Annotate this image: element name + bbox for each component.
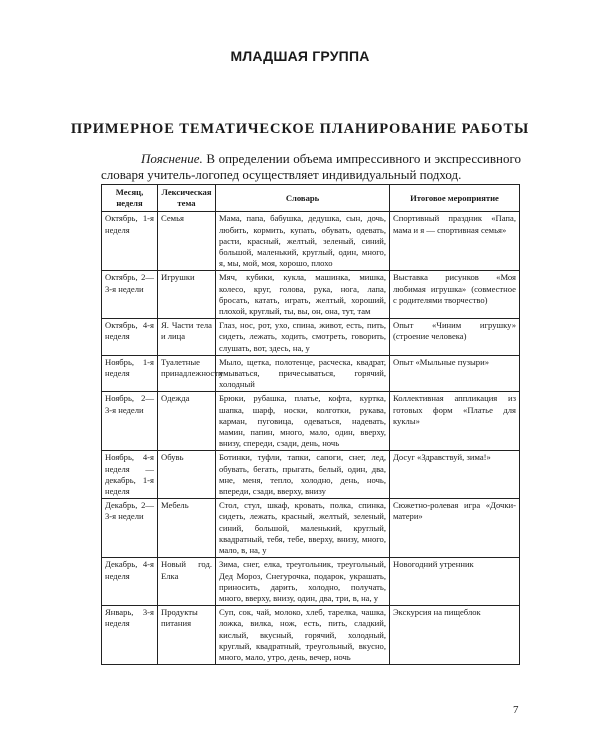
cell-words: Стол, стул, шкаф, кровать, полка, спинка, сидеть, лежать, красный, желтый, зеленый, синий, большой, маленький, круглый, квадратный, тебя, тебе, вверху, внизу, много, мало, в, на, у xyxy=(216,499,390,558)
table-row xyxy=(102,355,520,392)
cell-topic: Туалетные принадлежности xyxy=(158,355,216,392)
cell-period: Октябрь, 4-я неделя xyxy=(102,319,158,356)
page-number: 7 xyxy=(513,704,519,716)
table-row xyxy=(102,606,520,665)
cell-words: Глаз, нос, рот, ухо, спина, живот, есть, пить, сидеть, лежать, ходить, смотреть, говорить, слушать, вот, здесь, на, у xyxy=(216,319,390,356)
cell-topic: Игрушки xyxy=(158,271,216,319)
cell-event: Выставка рисунков «Моя любимая игрушка» (совместное с родителями творчество) xyxy=(390,271,520,319)
header-vocabulary: Словарь xyxy=(216,185,390,212)
table-row xyxy=(102,499,520,558)
cell-words: Суп, сок, чай, молоко, хлеб, тарелка, чашка, ложка, вилка, нож, есть, пить, сладкий, кислый, вкусный, горячий, холодный, круглый, квадратный, треугольный, вкусно, много, мало, утро, день, вечер, ночь xyxy=(216,606,390,665)
cell-period: Декабрь, 4-я неделя xyxy=(102,558,158,606)
cell-words: Мяч, кубики, кукла, машинка, мишка, колесо, круг, голова, рука, нога, лапа, бросать, катать, играть, желтый, хороший, плохой, круглый, ты, вы, он, она, тут, там xyxy=(216,271,390,319)
cell-period: Ноябрь, 1-я неделя xyxy=(102,355,158,392)
main-title: ПРИМЕРНОЕ ТЕМАТИЧЕСКОЕ ПЛАНИРОВАНИЕ РАБОТЫ xyxy=(70,121,530,137)
cell-period: Октябрь, 2—3-я недели xyxy=(102,271,158,319)
cell-event: Новогодний утренник xyxy=(390,558,520,606)
cell-event: Досуг «Здравствуй, зима!» xyxy=(390,451,520,499)
cell-topic: Одежда xyxy=(158,392,216,451)
cell-period: Ноябрь, 2—3-я недели xyxy=(102,392,158,451)
intro-text: В определении объема импрессивного и экспрессивного словаря учитель-логопед осуществляет индивидуальный подход. xyxy=(101,151,521,182)
table-row xyxy=(102,558,520,606)
cell-words: Мама, папа, бабушка, дедушка, сын, дочь, любить, кормить, купать, обувать, одевать, расти, красный, желтый, зеленый, синий, большой, маленький, круглый, один, много, я, мы, мой, моя, хорошо, плохо xyxy=(216,212,390,271)
cell-topic: Продукты питания xyxy=(158,606,216,665)
table-row xyxy=(102,392,520,451)
cell-event: Спортивный праздник «Папа, мама и я — спортивная семья» xyxy=(390,212,520,271)
cell-topic: Семья xyxy=(158,212,216,271)
planning-table xyxy=(101,184,520,665)
cell-event: Сюжетно-ролевая игра «Дочки-матери» xyxy=(390,499,520,558)
table-row xyxy=(102,212,520,271)
table-header-row xyxy=(102,185,520,212)
cell-period: Ноябрь, 4-я неделя — декабрь, 1-я неделя xyxy=(102,451,158,499)
header-final-event: Итоговое мероприятие xyxy=(390,185,520,212)
intro-paragraph xyxy=(101,151,521,183)
intro-label: Пояснение. xyxy=(141,151,203,166)
header-topic: Лексическая тема xyxy=(158,185,216,212)
section-title: МЛАДШАЯ ГРУППА xyxy=(230,48,370,64)
table-row xyxy=(102,451,520,499)
cell-period: Январь, 3-я неделя xyxy=(102,606,158,665)
cell-period: Декабрь, 2—3-я недели xyxy=(102,499,158,558)
cell-words: Брюки, рубашка, платье, кофта, куртка, шапка, шарф, носки, колготки, рукава, карман, пуговица, одеваться, надевать, мамин, папин, много, мало, один, вверху, внизу, спереди, сзади, день, ночь xyxy=(216,392,390,451)
cell-words: Мыло, щетка, полотенце, расческа, квадрат, умываться, причесываться, горячий, холодный xyxy=(216,355,390,392)
cell-event: Опыт «Мыльные пузыри» xyxy=(390,355,520,392)
cell-topic: Я. Части тела и лица xyxy=(158,319,216,356)
cell-topic: Новый год. Елка xyxy=(158,558,216,606)
cell-words: Зима, снег, елка, треугольник, треугольный, Дед Мороз, Снегурочка, подарок, украшать, приносить, дарить, холодно, получать, много, вверху, внизу, один, два, три, в, на, у xyxy=(216,558,390,606)
cell-words: Ботинки, туфли, тапки, сапоги, снег, лед, обувать, бегать, прыгать, белый, один, два, мне, меня, тепло, холодно, день, ночь, впереди, сзади, вверху, внизу xyxy=(216,451,390,499)
cell-period: Октябрь, 1-я неделя xyxy=(102,212,158,271)
cell-topic: Мебель xyxy=(158,499,216,558)
table-row xyxy=(102,271,520,319)
cell-event: Экскурсия на пищеблок xyxy=(390,606,520,665)
header-month: Месяц, неделя xyxy=(102,185,158,212)
cell-topic: Обувь xyxy=(158,451,216,499)
cell-event: Коллективная аппликация из готовых форм «Платье для куклы» xyxy=(390,392,520,451)
table-row xyxy=(102,319,520,356)
cell-event: Опыт «Чиним игрушку» (строение человека) xyxy=(390,319,520,356)
